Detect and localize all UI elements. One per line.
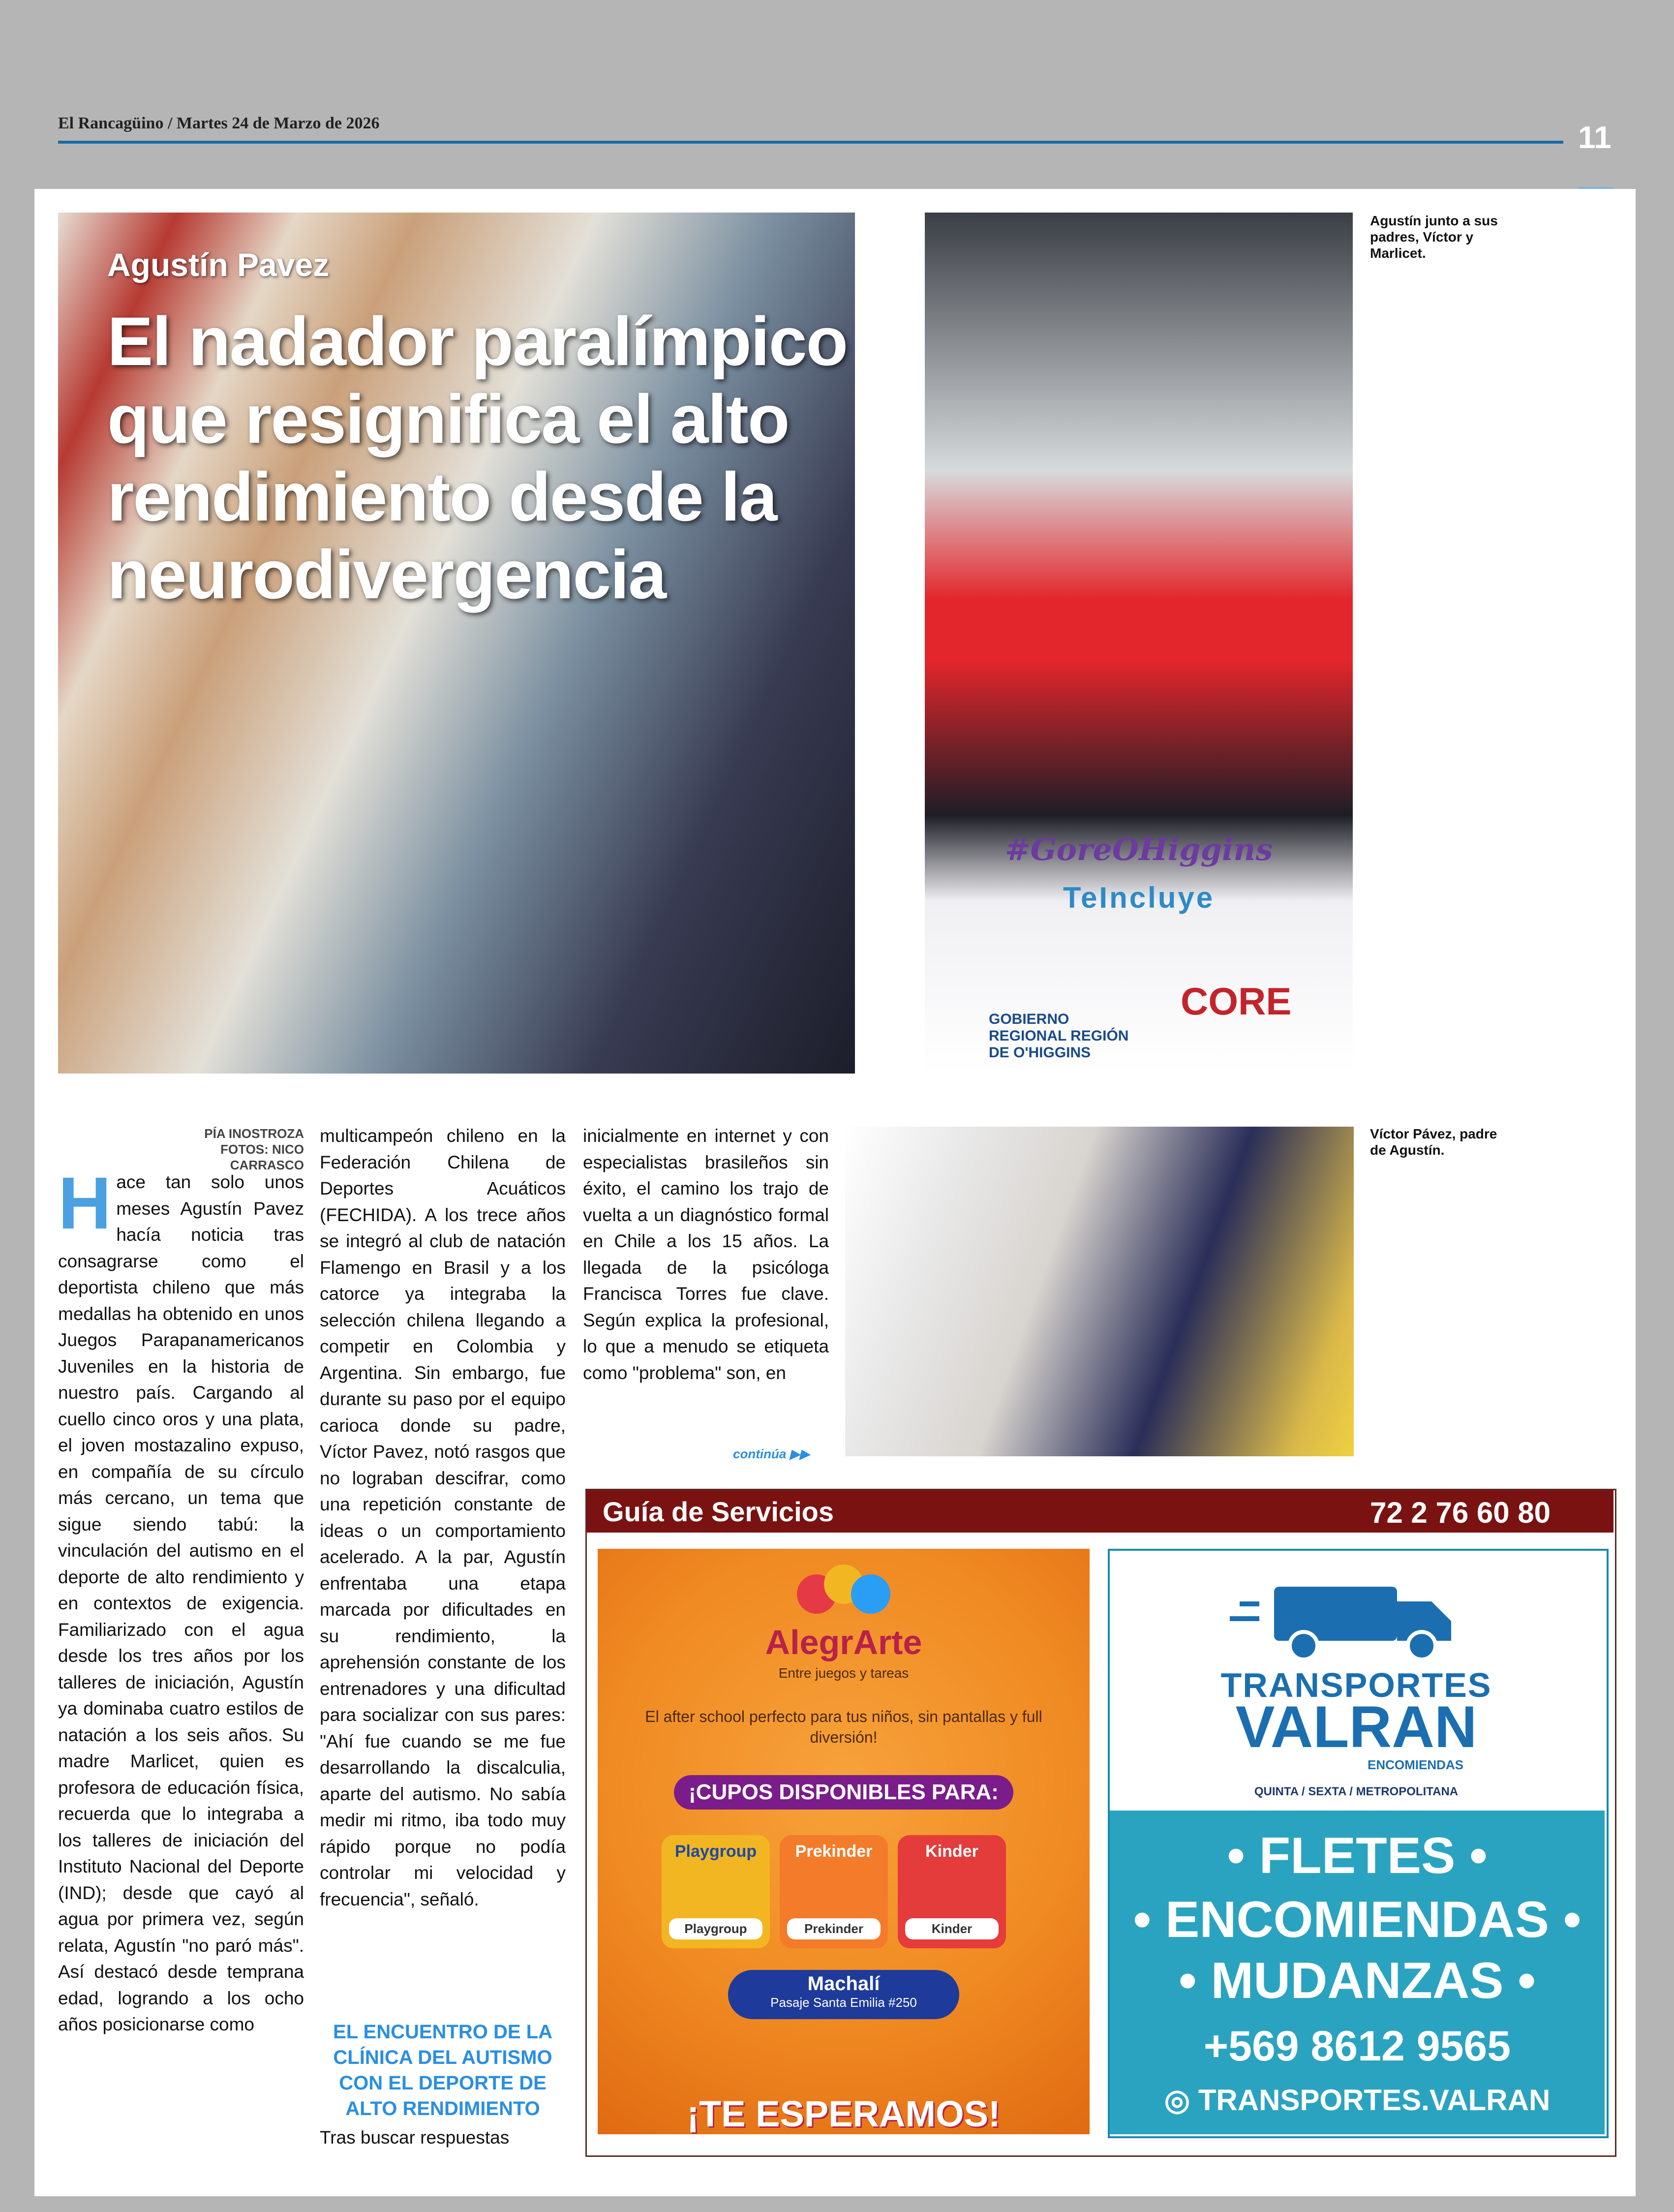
column-2-text: multicampeón chileno en la Federación Chilena de Deportes Acuáticos (FECHIDA). A los trece años se integró al club de natación Flamengo en Brasil y a los catorce ya integraba la selección chilena llegando a competir en Colombia y Argentina. Sin embargo, fue durante su paso por el equipo carioca donde su padre, Víctor Pavez, notó rasgos que no lograban descifrar, como una repetición constante de ideas o un comportamiento acelerado. A la par, Agustín enfrentaba una etapa marcada por dificultades en su rendimiento, la aprehensión constante de los entrenadores y una dificultad para socializar con sus pares: "Ahí fue cuando se me fue desarrollando la discalculia, aparte del autismo. No sabía medir mi ritmo, iba todo muy rápido porque no podía controlar mi velocidad y frecuencia", señaló. <box>320 1126 566 1909</box>
alegrarte-location <box>728 1970 959 2019</box>
instagram-icon: ◎ <box>1164 2084 1198 2117</box>
location-city: Machalí <box>807 1973 880 1995</box>
guide-title: Guía de Servicios <box>603 1496 834 1527</box>
cupos-banner: ¡CUPOS DISPONIBLES PARA: <box>674 1775 1013 1810</box>
alegrarte-closing: ¡TE ESPERAMOS! <box>687 2093 1001 2134</box>
column-2-end: Tras buscar respuestas <box>320 2127 510 2148</box>
alegrarte-logo: AlegrArte <box>765 1623 922 1661</box>
valran-name-top: TRANSPORTES <box>1220 1666 1492 1704</box>
valran-instagram: ◎ TRANSPORTES.VALRAN <box>1164 2084 1551 2117</box>
article-kicker: Agustín Pavez <box>107 246 330 283</box>
banner-gobierno-logo: GOBIERNO REGIONAL REGIÓN DE O'HIGGINS <box>989 1011 1129 1061</box>
banner-photo <box>925 213 1353 1074</box>
service-fletes: • FLETES • <box>1227 1827 1488 1884</box>
page-number: 11 <box>1578 120 1612 155</box>
article-column-2 <box>320 1123 566 1912</box>
valran-subtitle: ENCOMIENDAS <box>1368 1757 1464 1772</box>
valran-zones: QUINTA / SEXTA / METROPOLITANA <box>1254 1785 1459 1798</box>
author: PÍA INOSTROZA <box>204 1126 304 1141</box>
photo-credit: FOTOS: NICO CARRASCO <box>220 1142 304 1172</box>
article-column-3 <box>583 1123 829 1386</box>
alegrarte-text: El after school perfecto para tus niños, sin pantallas y full diversión! <box>645 1708 1042 1746</box>
byline <box>148 1126 304 1173</box>
article-headline: El nadador paralímpico que resignifica el alto rendimiento desde la neurodivergencia <box>107 303 848 613</box>
masthead: El Rancagüino / Martes 24 de Marzo de 2026 <box>58 114 380 132</box>
continua-link[interactable]: continúa ▶▶ <box>733 1446 810 1461</box>
banner-core-logo: CORE <box>1181 980 1292 1023</box>
masthead-rule <box>58 141 1563 144</box>
hands-logo-icon <box>782 1555 905 1624</box>
location-address: Pasaje Santa Emilia #250 <box>770 1995 917 2010</box>
drop-cap: H <box>58 1162 112 1244</box>
photo-caption-2: Víctor Pávez, padre de Agustín. <box>1370 1126 1497 1158</box>
level-card-playgroup: Playgroup Playgroup <box>662 1835 770 1948</box>
level-card-prekinder: Prekinder Prekinder <box>780 1835 888 1948</box>
truck-icon <box>1230 1572 1466 1665</box>
service-encomiendas: • ENCOMIENDAS • <box>1133 1891 1582 1948</box>
service-mudanzas: • MUDANZAS • <box>1179 1952 1536 2009</box>
level-card-kinder: Kinder Kinder <box>898 1835 1006 1948</box>
valran-name-main: VALRAN <box>1235 1694 1477 1760</box>
alegrarte-tagline: Entre juegos y tareas <box>778 1665 909 1681</box>
secondary-photo <box>845 1127 1354 1456</box>
column-3-text: inicialmente en internet y con especialistas brasileños sin éxito, el camino los trajo de vuelta a un diagnóstico formal en Chile a los 15 años. La llegada de la psicóloga Francisca Torres fue clave. Según explica la profesional, lo que a menudo se etiqueta como "problema" son, en <box>583 1126 829 1383</box>
article-column-1 <box>58 1162 304 2038</box>
guide-phone: 72 2 76 60 80 <box>1370 1496 1551 1529</box>
photo-caption-1: Agustín junto a sus padres, Víctor y Marlicet. <box>1370 213 1498 261</box>
banner-subtitle: TeIncluye <box>1063 881 1215 914</box>
article-subhead: EL ENCUENTRO DE LA CLÍNICA DEL AUTISMO CON EL DEPORTE DE ALTO RENDIMIENTO <box>333 2021 552 2120</box>
valran-phone: +569 8612 9565 <box>1203 2023 1511 2070</box>
column-1-text: ace tan solo unos meses Agustín Pavez hacía noticia tras consagrarse como el deportista chileno que más medallas ha obtenido en unos Juegos Parapanamericanos Juveniles en la historia de nuestro país. Cargando al cuello cinco oros y una plata, el joven mostazalino expuso, en compañía de su círculo más cercano, un tema que sigue siendo tabú: la vinculación del autismo en el deporte de alto rendimiento y en contextos de exigencia. Familiarizado con el agua desde los tres años por los talleres de iniciación, Agustín ya dominaba cuatro estilos de natación a los seis años. Su madre Marlicet, quien es profesora de educación física, recuerda que lo integraba a los talleres de iniciación del Instituto Nacional del Deporte (IND); desde que cayó al agua por primera vez, según relata, Agustín "no paró más". Así destacó desde temprana edad, logrando a los ocho años posicionarse como <box>58 1172 304 2034</box>
banner-hashtag: #GoreOHiggins <box>1004 831 1273 867</box>
